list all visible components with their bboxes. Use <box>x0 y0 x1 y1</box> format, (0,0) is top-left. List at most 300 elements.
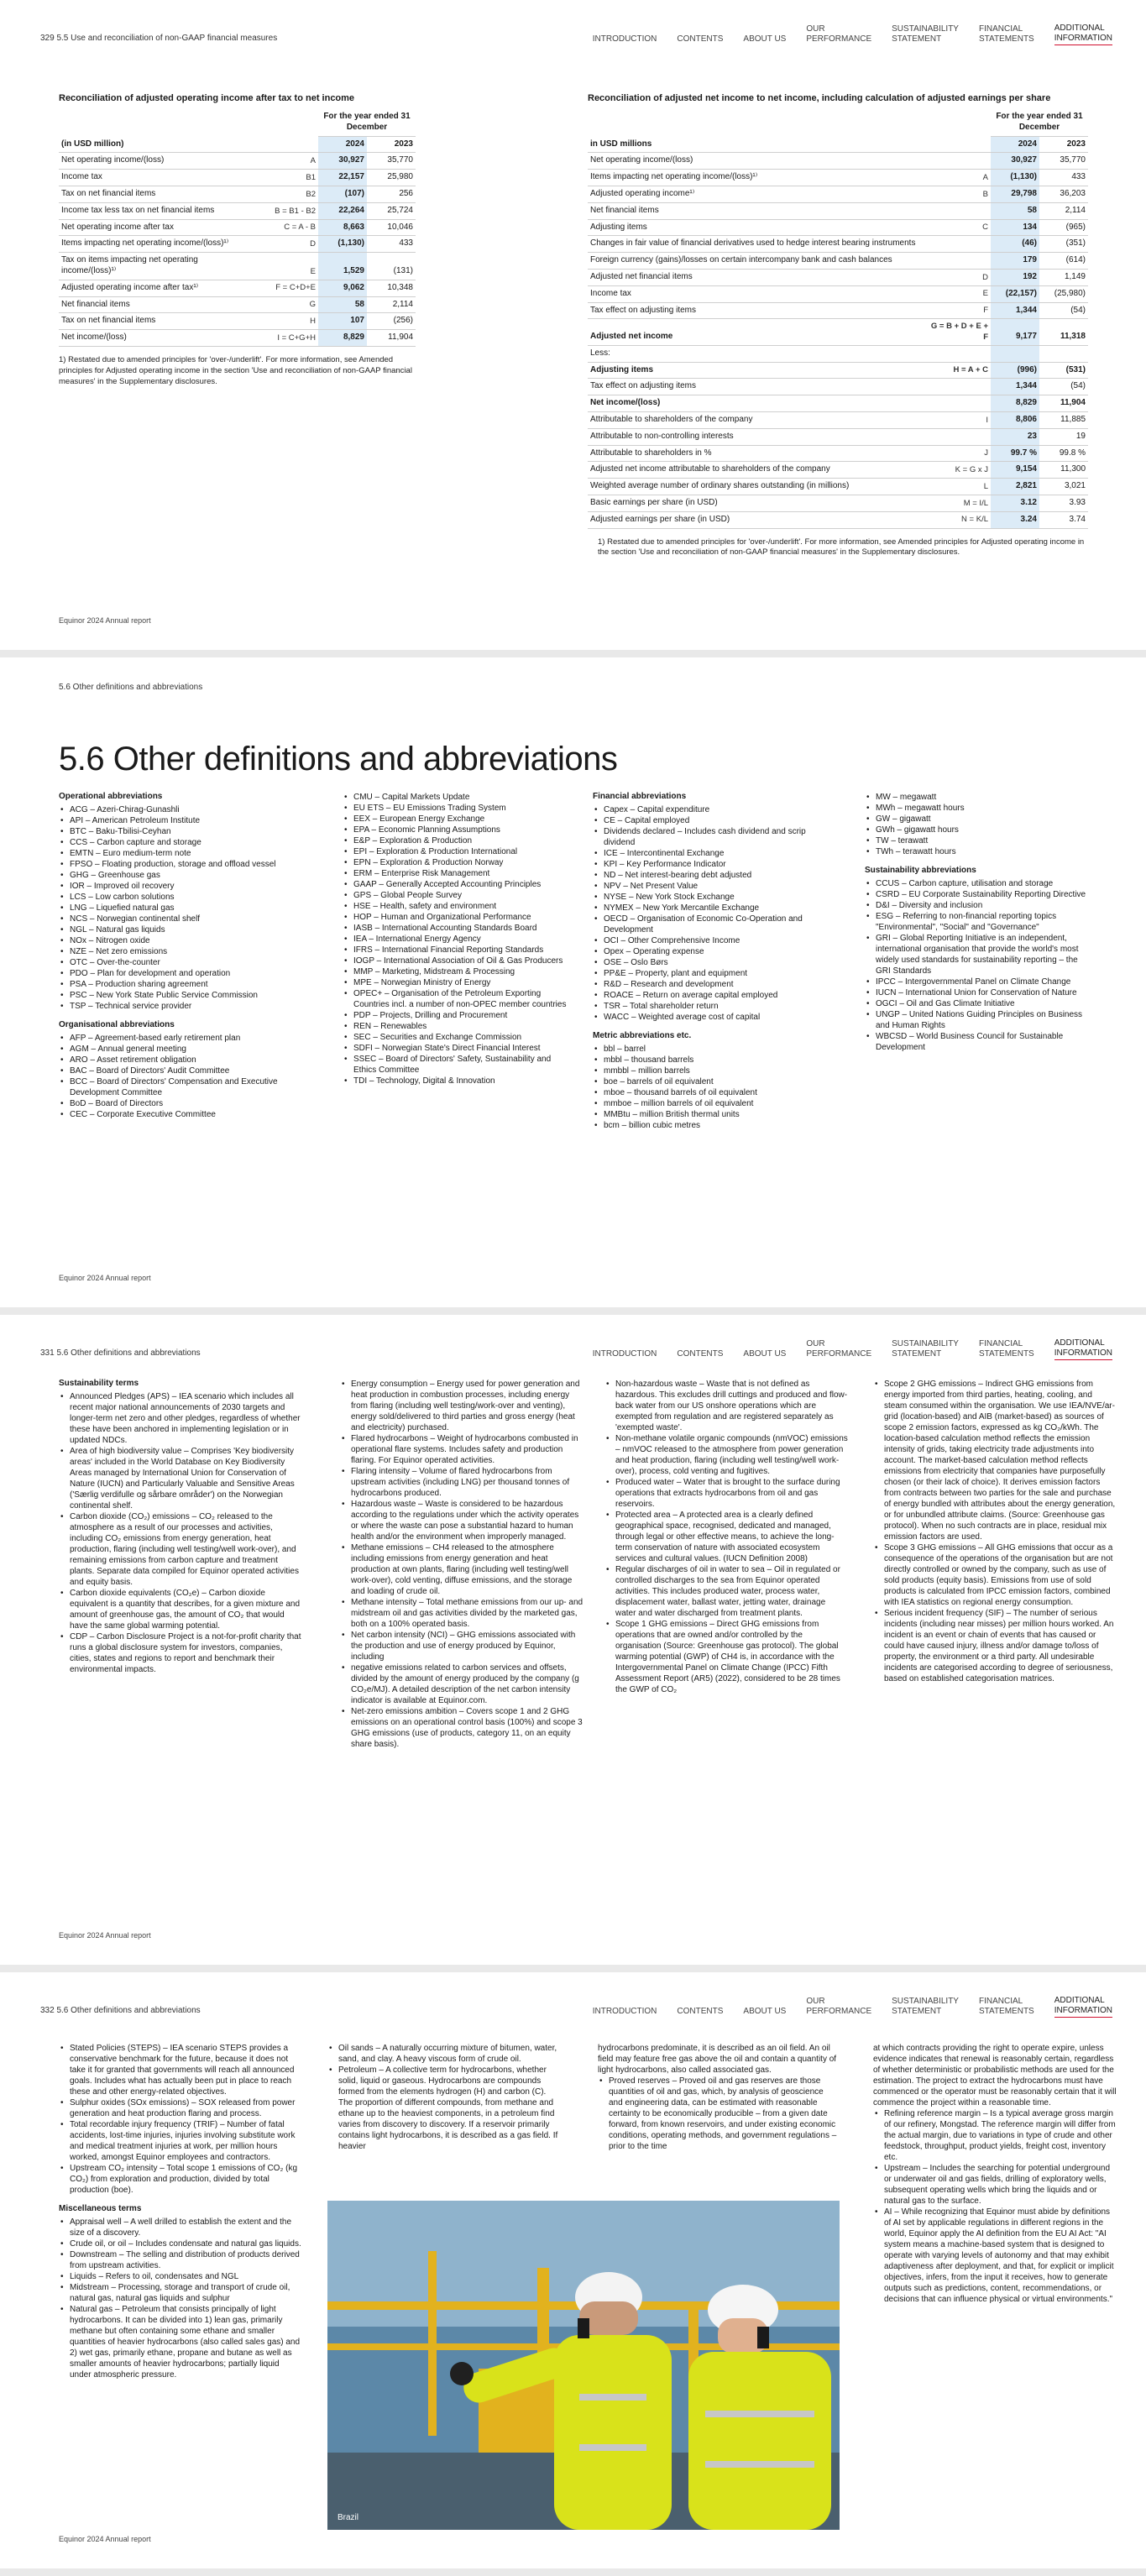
ref-header <box>924 136 991 153</box>
list-item: • mmboe – million barrels of oil equivalent <box>593 1098 819 1109</box>
row-label: Tax effect on adjusting items <box>588 302 924 319</box>
list-item: • IOGP – International Association of Oil & Gas Producers <box>343 956 569 966</box>
row-label: Net operating income after tax <box>59 219 251 236</box>
list-item: • Dividends declared – Includes cash dividend and scrip dividend <box>593 826 819 848</box>
term-list <box>865 878 1091 1053</box>
list-item: • EMTN – Euro medium-term note <box>59 848 285 859</box>
row-ref <box>924 253 991 270</box>
section-heading: Organisational abbreviations <box>59 1019 175 1029</box>
row-ref: B = B1 - B2 <box>251 202 318 219</box>
table-row <box>588 319 1088 345</box>
table-row <box>59 153 416 170</box>
row-label: Tax on net financial items <box>59 186 251 203</box>
list-item: • Scope 2 GHG emissions – Indirect GHG emissions from energy imported from third parties, heating, cooling, and steam consumed within the organisation. We use IEA/NVE/ar-grid (location-based) and AIB (market-based) as sources of scope 2 emission factors, expressed as kg CO₂/kWh. The location-based calculation method reflects the emission intensity of grids, taking electricity trade adjustments into account. The market-based calculation method reflects emissions from electricity that companies have purposefully chosen (or their lack of choice). It derives emission factors from contracts between two parties for the sale and purchase of energy bundled with attributes about the energy generation, or for unbundled attribute claims. (Source: Greenhouse gas protocol). When no such contracts are in place, residual mix emission factors are used. <box>873 1379 1117 1542</box>
list-item: • LCS – Low carbon solutions <box>59 892 285 903</box>
list-item: • Announced Pledges (APS) – IEA scenario which includes all recent major national announcements of 2030 targets and longer-term net zero and other pledges, regardless of whether these have been anchored in implementing legislation or in updated NDCs. <box>59 1391 302 1446</box>
list-item: • Methane intensity – Total methane emissions from our up- and midstream oil and gas activities divided by the marketed gas, both on a 100% operated basis. <box>340 1597 583 1630</box>
unit-label: (in USD million) <box>59 136 251 153</box>
page-header <box>0 0 1146 52</box>
table-row <box>59 296 416 313</box>
nav-link-sustainability-statement[interactable]: SUSTAINABILITY STATEMENT <box>892 1997 959 2016</box>
list-item: • CCS – Carbon capture and storage <box>59 837 285 848</box>
list-item: • NGL – Natural gas liquids <box>59 924 285 935</box>
list-item: • Scope 3 GHG emissions – All GHG emissions that occur as a consequence of the operations of the organisation but are not directly controlled or owned by the company, such as use of sold products (equity basis). Emissions from use of sold products is calculated from IPCC emission factors, combined with IEA statistics on regional energy consumption. <box>873 1542 1117 1608</box>
row-ref <box>924 153 991 170</box>
list-item: • EPI – Exploration & Production International <box>343 846 569 857</box>
table-row <box>588 270 1088 286</box>
nav-link-about-us[interactable]: ABOUT US <box>743 34 787 44</box>
row-label: Tax on net financial items <box>59 313 251 330</box>
table-row <box>588 495 1088 511</box>
list-item: • TWh – terawatt hours <box>865 846 1091 857</box>
list-item: • BAC – Board of Directors' Audit Committee <box>59 1065 285 1076</box>
nav-link-contents[interactable]: CONTENTS <box>677 34 724 44</box>
list-item: • BoD – Board of Directors <box>59 1098 285 1109</box>
value-2023: (965) <box>1039 219 1088 236</box>
value-2023: 11,885 <box>1039 411 1088 428</box>
list-item: • Area of high biodiversity value – Comprises 'Key biodiversity areas' included in the World Database on Key Biodiversity Areas managed by International Union for Conservation of Nature (IUCN) and Particularly Valuable and Sensitive Areas ('Særlig verdifulle og sårbare områder') on the Norwegian continental shelf. <box>59 1446 302 1511</box>
value-2023 <box>1039 345 1088 362</box>
nav-link-our-performance[interactable]: OUR PERFORMANCE <box>806 1997 872 2016</box>
list-item: • Flared hydrocarbons – Weight of hydrocarbons combusted in operational flare systems. Includes safety and production flaring. For Equinor operated activities. <box>340 1433 583 1466</box>
abbreviation-column-4 <box>865 792 1091 1053</box>
list-item: • IASB – International Accounting Standards Board <box>343 923 569 934</box>
table-title: Reconciliation of adjusted operating income after tax to net income <box>59 93 355 103</box>
list-item: • boe – barrels of oil equivalent <box>593 1076 819 1087</box>
row-label: Adjusting items <box>588 219 924 236</box>
ref-header <box>251 136 318 153</box>
footer: Equinor 2024 Annual report <box>59 1274 151 1283</box>
list-item: • Opex – Operating expense <box>593 946 819 957</box>
list-item: • D&I – Diversity and inclusion <box>865 900 1091 911</box>
year-header-row <box>59 136 416 153</box>
list-item: • mmbbl – million barrels <box>593 1065 819 1076</box>
row-ref: E <box>924 285 991 302</box>
row-label: Adjusted net income attributable to shareholders of the company <box>588 462 924 479</box>
list-item: • TSP – Technical service provider <box>59 1001 285 1012</box>
page-header <box>0 1972 1146 2024</box>
nav-link-our-performance[interactable]: OUR PERFORMANCE <box>806 1339 872 1359</box>
value-2024: 9,062 <box>318 280 367 296</box>
row-ref: F <box>924 302 991 319</box>
value-2023: 11,904 <box>367 330 416 347</box>
table-row <box>588 479 1088 495</box>
row-label: Items impacting net operating income/(loss)¹⁾ <box>59 236 251 253</box>
value-2023: 433 <box>1039 170 1088 186</box>
table-row <box>59 253 416 280</box>
row-ref: N = K/L <box>924 511 991 528</box>
terms-column-3 <box>598 2043 837 2152</box>
list-item: • Natural gas – Petroleum that consists principally of light hydrocarbons. It can be divided into 1) lean gas, primarily methane but often containing some ethane and smaller quantities of heavier hydrocarbons (also called sales gas) and 2) wet gas, primarily ethane, propane and butane as well as smaller amounts of heavier hydrocarbons; partially liquid under atmospheric pressure. <box>59 2304 302 2380</box>
page-reference: 331 5.6 Other definitions and abbreviations <box>40 1348 201 1358</box>
value-2023: 36,203 <box>1039 186 1088 203</box>
value-2023: 25,724 <box>367 202 416 219</box>
row-label: Tax effect on adjusting items <box>588 379 924 395</box>
terms-column-2 <box>327 2043 563 2152</box>
nav-link-our-performance[interactable]: OUR PERFORMANCE <box>806 24 872 44</box>
row-ref: G = B + D + E + F <box>924 319 991 345</box>
value-2023: 35,770 <box>367 153 416 170</box>
list-item: • WACC – Weighted average cost of capital <box>593 1012 819 1023</box>
list-item: • CCUS – Carbon capture, utilisation and storage <box>865 878 1091 889</box>
list-item: • NCS – Norwegian continental shelf <box>59 914 285 924</box>
row-ref <box>924 395 991 412</box>
nav-link-introduction[interactable]: INTRODUCTION <box>592 1348 657 1359</box>
term-list <box>59 1033 285 1120</box>
table-row <box>588 445 1088 462</box>
value-2024: 8,806 <box>991 411 1039 428</box>
row-label: Tax on items impacting net operating income/(loss)¹⁾ <box>59 253 251 280</box>
list-item: • Sulphur oxides (SOx emissions) – SOX released from power generation and heat production flaring and process. <box>59 2097 302 2119</box>
section-heading: Financial abbreviations <box>593 792 687 801</box>
abbreviation-column-1 <box>59 792 285 1120</box>
list-item: • Crude oil, or oil – Includes condensate and natural gas liquids. <box>59 2238 302 2249</box>
value-2024: 9,154 <box>991 462 1039 479</box>
row-ref: G <box>251 296 318 313</box>
row-label: Less: <box>588 345 924 362</box>
list-item: • Regular discharges of oil in water to sea – Oil in regulated or controlled discharges to the sea from Equinor operated activities. This includes produced water, process water, displacement water, ballast water, jetting water, drainage water and water discharged from treatment plants. <box>604 1564 848 1619</box>
section-heading: Sustainability abbreviations <box>865 866 976 875</box>
value-2024: 8,829 <box>991 395 1039 412</box>
list-item: • Downstream – The selling and distribution of products derived from upstream activities. <box>59 2249 302 2271</box>
abbreviation-column-2 <box>343 792 569 1086</box>
list-item: • SEC – Securities and Exchange Commission <box>343 1032 569 1043</box>
list-item: • Oil sands – A naturally occurring mixture of bitumen, water, sand, and clay. A heavy viscous form of crude oil. <box>327 2043 563 2065</box>
value-2023: 256 <box>367 186 416 203</box>
value-2023: 10,348 <box>367 280 416 296</box>
list-item: • bbl – barrel <box>593 1044 819 1055</box>
row-label: Attributable to non-controlling interests <box>588 428 924 445</box>
list-item: • EPA – Economic Planning Assumptions <box>343 825 569 835</box>
value-2023: (25,980) <box>1039 285 1088 302</box>
row-ref: I = C+G+H <box>251 330 318 347</box>
value-2023: (54) <box>1039 379 1088 395</box>
terms-column-4 <box>873 1379 1117 1684</box>
list-item: • Methane emissions – CH4 released to the atmosphere including emissions from energy generation and heat production at own plants, flaring (including well testing/well work-over), cold venting, diffuse emissions, and the storage and loading of crude oil. <box>340 1542 583 1597</box>
row-ref: M = I/L <box>924 495 991 511</box>
term-list <box>59 2043 302 2196</box>
list-item: • Serious incident frequency (SIF) – The number of serious incidents (including near misses) per million hours worked. An incident is an event or chain of events that has caused or could have caused injury, illness and/or damage to/loss of property, the environment or a third party. All undesirable incidents are categorised according to degree of seriousness, based on established categorisation matrices. <box>873 1608 1117 1684</box>
list-item: • R&D – Research and development <box>593 979 819 990</box>
value-2024: 8,663 <box>318 219 367 236</box>
page-331 <box>0 1315 1146 1965</box>
row-ref: A <box>924 170 991 186</box>
list-item: • mbbl – thousand barrels <box>593 1055 819 1065</box>
page-reference: 332 5.6 Other definitions and abbreviations <box>40 2006 201 2015</box>
page-reference: 5.6 Other definitions and abbreviations <box>59 683 203 692</box>
nav-link-sustainability-statement[interactable]: SUSTAINABILITY STATEMENT <box>892 1339 959 1359</box>
page-header <box>0 1315 1146 1367</box>
table-row <box>588 345 1088 362</box>
list-item: • PP&E – Property, plant and equipment <box>593 968 819 979</box>
row-label: Adjusted net income <box>588 319 924 345</box>
row-label: Foreign currency (gains)/losses on certain intercompany bank and cash balances <box>588 253 924 270</box>
value-2024: 9,177 <box>991 319 1039 345</box>
table-row <box>588 253 1088 270</box>
nav-link-about-us[interactable]: ABOUT US <box>743 1348 787 1359</box>
row-ref: A <box>251 153 318 170</box>
adjusted-net-income-table <box>588 109 1088 528</box>
list-item: • LNG – Liquefied natural gas <box>59 903 285 914</box>
term-list <box>59 804 285 1012</box>
nav-link-introduction[interactable]: INTRODUCTION <box>592 34 657 44</box>
section-heading: Miscellaneous terms <box>59 2204 142 2213</box>
row-label: Changes in fair value of financial derivatives used to hedge interest bearing instruments <box>588 236 924 253</box>
nav-link-contents[interactable]: CONTENTS <box>677 1348 724 1359</box>
row-ref: H <box>251 313 318 330</box>
list-item: • OPEC+ – Organisation of the Petroleum Exporting Countries incl. a number of non-OPEC member countries <box>343 988 569 1010</box>
nav-link-financial-statements[interactable]: FINANCIAL STATEMENTS <box>978 24 1034 44</box>
value-2024: 22,157 <box>318 170 367 186</box>
list-item: • MWh – megawatt hours <box>865 803 1091 814</box>
list-item: • Produced water – Water that is brought to the surface during operations that extracts hydrocarbons from oil and gas reservoirs. <box>604 1477 848 1510</box>
value-2023: 25,980 <box>367 170 416 186</box>
row-ref: B1 <box>251 170 318 186</box>
list-item: • GRI – Global Reporting Initiative is an independent, international organisation that provide the world's most widely used standards for sustainability reporting – the GRI Standards <box>865 933 1091 976</box>
list-item: • Total recordable injury frequency (TRIF) – Number of fatal accidents, lost-time injuries, injuries involving substitute work and medical treatment injuries at work, per million hours worked, amongst Equinor employees and contractors. <box>59 2119 302 2163</box>
value-2023: (54) <box>1039 302 1088 319</box>
value-2023: 1,149 <box>1039 270 1088 286</box>
row-ref <box>924 428 991 445</box>
value-2024: 58 <box>318 296 367 313</box>
value-2024: 2,821 <box>991 479 1039 495</box>
list-item: • OECD – Organisation of Economic Co-Operation and Development <box>593 914 819 935</box>
row-ref <box>924 345 991 362</box>
row-ref: E <box>251 253 318 280</box>
abbreviation-column-3 <box>593 792 819 1131</box>
list-item: • PSA – Production sharing agreement <box>59 979 285 990</box>
terms-column-2 <box>340 1379 583 1750</box>
list-item: • API – American Petroleum Institute <box>59 815 285 826</box>
row-ref: D <box>924 270 991 286</box>
list-item: • CDP – Carbon Disclosure Project is a not-for-profit charity that runs a global disclosure system for investors, companies, cities, states and regions to report and benchmark their environmental impacts. <box>59 1631 302 1675</box>
nav-link-additional-information[interactable]: ADDITIONAL INFORMATION <box>1054 1996 1112 2018</box>
list-item: • Appraisal well – A well drilled to establish the extent and the size of a discovery. <box>59 2217 302 2238</box>
period-label: For the year ended 31 December <box>318 109 416 136</box>
value-2023: (256) <box>367 313 416 330</box>
list-item: • EPN – Exploration & Production Norway <box>343 857 569 868</box>
list-item: • Energy consumption – Energy used for power generation and heat production in combustion processes, including energy from flaring (including well testing/work-over and venting), energy sold/delivered to third parties and gross energy (heat and electricity) purchased. <box>340 1379 583 1433</box>
list-item: • IPCC – Intergovernmental Panel on Climate Change <box>865 976 1091 987</box>
nav-link-financial-statements[interactable]: FINANCIAL STATEMENTS <box>978 1339 1034 1359</box>
list-item: • PSC – New York State Public Service Commission <box>59 990 285 1001</box>
list-item: • mboe – thousand barrels of oil equivalent <box>593 1087 819 1098</box>
list-item: • OTC – Over-the-counter <box>59 957 285 968</box>
value-2024: 134 <box>991 219 1039 236</box>
value-2023: (131) <box>367 253 416 280</box>
list-item: • CEC – Corporate Executive Committee <box>59 1109 285 1120</box>
table-row <box>588 285 1088 302</box>
list-item: • NZE – Net zero emissions <box>59 946 285 957</box>
list-item: • NOx – Nitrogen oxide <box>59 935 285 946</box>
value-2024: (996) <box>991 362 1039 379</box>
value-2024: 1,344 <box>991 379 1039 395</box>
year-2024: 2024 <box>991 136 1039 153</box>
header-spacer <box>59 109 318 136</box>
table-row <box>59 219 416 236</box>
period-header-row <box>59 109 416 136</box>
period-header-row <box>588 109 1088 136</box>
value-2023: 3.74 <box>1039 511 1088 528</box>
list-item: • EU ETS – EU Emissions Trading System <box>343 803 569 814</box>
year-2023: 2023 <box>1039 136 1088 153</box>
list-item: • ESG – Referring to non-financial reporting topics "Environmental", "Social" and "Governance" <box>865 911 1091 933</box>
row-label: Adjusted operating income¹⁾ <box>588 186 924 203</box>
value-2023: 11,904 <box>1039 395 1088 412</box>
value-2024: 30,927 <box>318 153 367 170</box>
term-list <box>865 792 1091 857</box>
value-2023: 99.8 % <box>1039 445 1088 462</box>
value-2023: 2,114 <box>367 296 416 313</box>
value-2023: 11,318 <box>1039 319 1088 345</box>
list-item: • Protected area – A protected area is a clearly defined geographical space, recognised, dedicated and managed, through legal or other effective means, to achieve the long-term conservation of nature with associated ecosystem services and cultural values. (IUCN Definition 2008) <box>604 1510 848 1564</box>
term-list <box>327 2043 563 2152</box>
terms-column-1 <box>59 1379 302 1675</box>
list-item: • CMU – Capital Markets Update <box>343 792 569 803</box>
list-item: • ROACE – Return on average capital employed <box>593 990 819 1001</box>
row-ref: I <box>924 411 991 428</box>
value-2023: 3.93 <box>1039 495 1088 511</box>
section-heading: Operational abbreviations <box>59 792 163 801</box>
list-item: • MW – megawatt <box>865 792 1091 803</box>
value-2024: 8,829 <box>318 330 367 347</box>
term-list <box>598 2076 837 2152</box>
value-2024: 3.12 <box>991 495 1039 511</box>
row-label: Items impacting net operating income/(loss)¹⁾ <box>588 170 924 186</box>
table-row <box>588 511 1088 528</box>
list-item: • OGCI – Oil and Gas Climate Initiative <box>865 998 1091 1009</box>
nav-link-contents[interactable]: CONTENTS <box>677 2006 724 2016</box>
value-2024: (22,157) <box>991 285 1039 302</box>
list-item: • Upstream CO₂ intensity – Total scope 1 emissions of CO₂ (kg CO₂) from exploration and production, divided by total production (boe). <box>59 2163 302 2196</box>
row-ref: C = A - B <box>251 219 318 236</box>
table-row <box>588 153 1088 170</box>
value-2024: 29,798 <box>991 186 1039 203</box>
row-label: Basic earnings per share (in USD) <box>588 495 924 511</box>
nav-link-introduction[interactable]: INTRODUCTION <box>592 2006 657 2016</box>
table-row <box>59 170 416 186</box>
term-list <box>59 1391 302 1675</box>
row-label: Adjusted net financial items <box>588 270 924 286</box>
list-item: • GHG – Greenhouse gas <box>59 870 285 881</box>
value-2024: (107) <box>318 186 367 203</box>
list-item: • GPS – Global People Survey <box>343 890 569 901</box>
list-item: • Proved reserves – Proved oil and gas reserves are those quantities of oil and gas, which, by analysis of geoscience and engineering data, can be estimated with reasonable certainty to be economically producible – from a given date forward, from known reservoirs, and under existing economic conditions, operating methods, and government regulations – prior to the time <box>598 2076 837 2152</box>
value-2024: 192 <box>991 270 1039 286</box>
continued-paragraph: at which contracts providing the right to operate expire, unless evidence indicates that renewal is reasonably certain, regardless of whether deterministic or probabilistic methods are used for the estimation. The project to extract the hydrocarbons must have commenced or the operator must be reasonably certain that it will commence the project within a reasonable time. <box>873 2044 1117 2107</box>
list-item: • GWh – gigawatt hours <box>865 825 1091 835</box>
list-item: • Scope 1 GHG emissions – Direct GHG emissions from operations that are owned and/or controlled by the organisation (Source: Greenhouse gas protocol). The global warming potential (GWP) of CH4 is, in accordance with the Intergovernmental Panel on Climate Change (IPCC) Fifth Assessment Report (AR5) (2022), considered to be 28 times the GWP of CO₂ <box>604 1619 848 1695</box>
term-list <box>343 792 569 1086</box>
value-2024: (1,130) <box>318 236 367 253</box>
term-list <box>593 804 819 1023</box>
list-item: • Carbon dioxide equivalents (CO₂e) – Carbon dioxide equivalent is a quantity that describes, for a given mixture and amount of greenhouse gas, the amount of CO₂ that would have the same global warming potential. <box>59 1588 302 1631</box>
list-item: • Refining reference margin – Is a typical average gross margin of our refinery, Mongstad. The reference margin will differ from the actual margin, due to variations in type of crude and other feedstock, throughput, product yields, freight cost, inventory etc. <box>873 2108 1117 2163</box>
row-ref <box>924 379 991 395</box>
table-row <box>59 330 416 347</box>
nav-link-financial-statements[interactable]: FINANCIAL STATEMENTS <box>978 1997 1034 2016</box>
nav-link-about-us[interactable]: ABOUT US <box>743 2006 787 2016</box>
table-row <box>59 186 416 203</box>
table-row <box>588 170 1088 186</box>
row-label: Adjusting items <box>588 362 924 379</box>
page-330 <box>0 657 1146 1307</box>
table-row <box>59 202 416 219</box>
row-label: Adjusted earnings per share (in USD) <box>588 511 924 528</box>
value-2023: 11,300 <box>1039 462 1088 479</box>
list-item: • Carbon dioxide (CO₂) emissions – CO₂ released to the atmosphere as a result of our processes and activities, including CO₂ emissions from energy generation, heat production, flaring (including well testing/well work-over), and remaining emissions from carbon capture and treatment plants. Separate data compiled for Equinor operated activities and equity basis. <box>59 1511 302 1588</box>
list-item: • Midstream – Processing, storage and transport of crude oil, natural gas, natural gas liquids and sulphur <box>59 2282 302 2304</box>
footer: Equinor 2024 Annual report <box>59 2535 151 2544</box>
adjusted-operating-income-table <box>59 109 416 347</box>
nav-link-sustainability-statement[interactable]: SUSTAINABILITY STATEMENT <box>892 24 959 44</box>
value-2023: (614) <box>1039 253 1088 270</box>
page-332 <box>0 1972 1146 2568</box>
value-2023: 35,770 <box>1039 153 1088 170</box>
value-2024: 3.24 <box>991 511 1039 528</box>
value-2023: 3,021 <box>1039 479 1088 495</box>
row-ref: B2 <box>251 186 318 203</box>
row-label: Net financial items <box>59 296 251 313</box>
nav-link-additional-information[interactable]: ADDITIONAL INFORMATION <box>1054 24 1112 45</box>
value-2023: 10,046 <box>367 219 416 236</box>
page-reference: 329 5.5 Use and reconciliation of non-GAAP financial measures <box>40 34 278 43</box>
list-item: • HSE – Health, safety and environment <box>343 901 569 912</box>
row-label: Net operating income/(loss) <box>588 153 924 170</box>
list-item: • WBCSD – World Business Council for Sustainable Development <box>865 1031 1091 1053</box>
list-item: • OCI – Other Comprehensive Income <box>593 935 819 946</box>
table-row <box>588 379 1088 395</box>
list-item: • ND – Net interest-bearing debt adjusted <box>593 870 819 881</box>
value-2023: 2,114 <box>1039 202 1088 219</box>
list-item: • ERM – Enterprise Risk Management <box>343 868 569 879</box>
list-item: • EEX – European Energy Exchange <box>343 814 569 825</box>
row-ref: D <box>251 236 318 253</box>
nav-link-additional-information[interactable]: ADDITIONAL INFORMATION <box>1054 1338 1112 1360</box>
value-2024: 58 <box>991 202 1039 219</box>
list-item: • PDP – Projects, Drilling and Procurement <box>343 1010 569 1021</box>
section-heading: Sustainability terms <box>59 1379 139 1388</box>
row-ref: L <box>924 479 991 495</box>
list-item: • Net-zero emissions ambition – Covers scope 1 and 2 GHG emissions on an operational control basis (100%) and scope 3 GHG emissions (use of products, category 11, on an equity share basis). <box>340 1706 583 1750</box>
term-list <box>340 1379 583 1750</box>
unit-label: in USD millions <box>588 136 924 153</box>
row-label: Net income/(loss) <box>59 330 251 347</box>
value-2024: 179 <box>991 253 1039 270</box>
list-item: • AI – While recognizing that Equinor must abide by definitions of AI set by applicable regulations in different regions in the world, Equinor apply the AI definition from the EU AI Act: "AI system means a machine-based system that is designed to operate with varying levels of autonomy and that may exhibit adaptiveness after deployment, and that, for explicit or implicit objectives, infers, from the input it receives, how to generate outputs such as predictions, content, recommendations, or decisions that can influence physical or virtual environments." <box>873 2207 1117 2305</box>
table-row <box>59 280 416 296</box>
footnote: 1) Restated due to amended principles for 'over-/underlift'. For more information, see Amended principles for Adjusted operating income in the section 'Use and reconciliation of non-GAAP financial measures' in the Supplementary disclosures. <box>59 355 412 386</box>
list-item: • Capex – Capital expenditure <box>593 804 819 815</box>
row-ref: K = G x J <box>924 462 991 479</box>
list-item: • bcm – billion cubic metres <box>593 1120 819 1131</box>
term-list <box>873 1379 1117 1684</box>
table-title: Reconciliation of adjusted net income to net income, including calculation of adjusted earnings per share <box>588 93 1051 103</box>
list-item: • PDO – Plan for development and operation <box>59 968 285 979</box>
list-item: • TDI – Technology, Digital & Innovation <box>343 1076 569 1086</box>
list-item: • Liquids – Refers to oil, condensates and NGL <box>59 2271 302 2282</box>
list-item: • IEA – International Energy Agency <box>343 934 569 945</box>
term-list <box>593 1044 819 1131</box>
list-item: • BTC – Baku-Tbilisi-Ceyhan <box>59 826 285 837</box>
list-item: • Non-methane volatile organic compounds (nmVOC) emissions – nmVOC released to the atmosphere from power generation and heat production, flaring (including well testing/well work-over), process, cold venting and fugitives. <box>604 1433 848 1477</box>
list-item: • OSE – Oslo Børs <box>593 957 819 968</box>
table-row <box>588 219 1088 236</box>
value-2024 <box>991 345 1039 362</box>
table-row <box>588 236 1088 253</box>
table-row <box>588 362 1088 379</box>
footnote: 1) Restated due to amended principles for 'over-/underlift'. For more information, see Amended principles for Adjusted operating income in the section 'Use and reconciliation of non-GAAP financial measures' in the Supplementary disclosures. <box>598 537 1085 558</box>
